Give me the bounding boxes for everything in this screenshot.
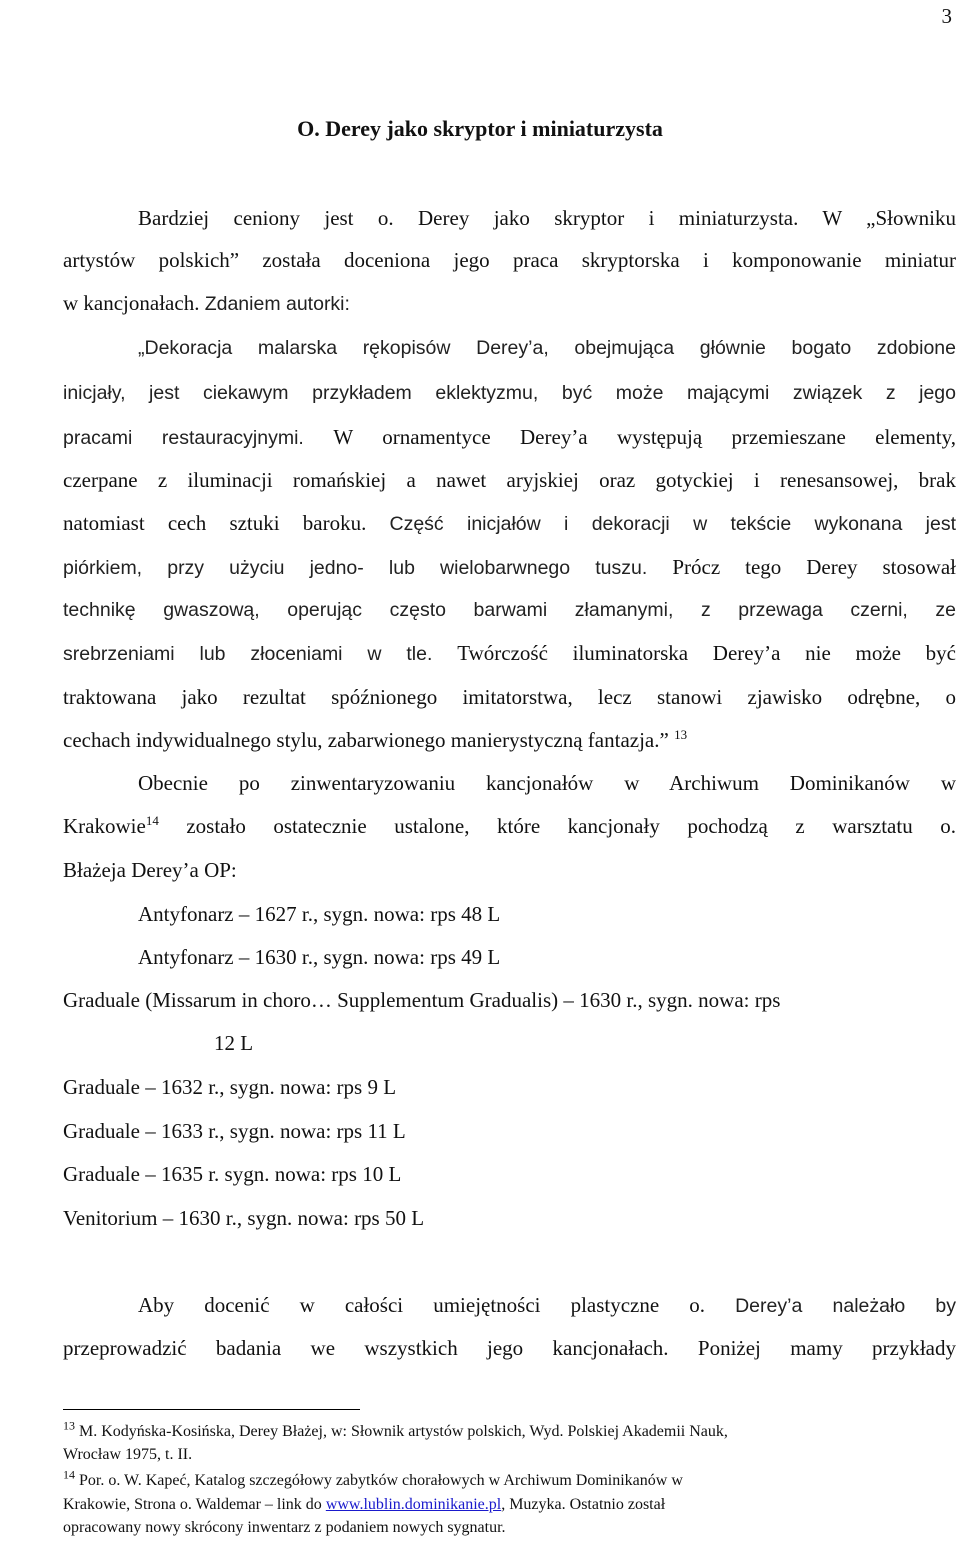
footnote-14-cont xyxy=(63,1494,956,1516)
quote-line-10 xyxy=(63,725,956,755)
para3-text: przeprowadzić badania we wszystkich jego kancjonałach. xyxy=(63,1336,698,1360)
para2-text: zostało ostatecznie ustalone, które kancjonały pochodzą z warsztatu o. xyxy=(158,814,956,838)
manuscript-item: Graduale – 1633 r., sygn. nowa: rps 11 L xyxy=(63,1119,406,1143)
para3-text: Poniżej mamy przykłady xyxy=(697,1336,957,1360)
quote-line-6 xyxy=(63,552,956,583)
quote-text: piórkiem, przy użyciu jedno- lub wielobarwnego tuszu. xyxy=(63,557,673,579)
intro-line-3 xyxy=(63,288,956,319)
para2-line-2 xyxy=(63,811,956,841)
para2-text: Krakowie xyxy=(63,814,146,838)
footnote-separator xyxy=(63,1409,360,1410)
manuscript-item: Venitorium – 1630 r., sygn. nowa: rps 50 L xyxy=(63,1206,425,1230)
intro-lead: Zdaniem autorki: xyxy=(204,293,350,315)
footnote-mark: 14 xyxy=(63,1467,75,1482)
intro-line-1: Bardziej ceniony jest o. Derey jako skryptor i miniaturzysta. W „Słowniku xyxy=(138,206,956,230)
footnote-14 xyxy=(63,1467,956,1492)
footnote-mark: 13 xyxy=(63,1418,75,1433)
dominikanie-link[interactable]: www.lublin.dominikanie.pl xyxy=(325,1496,502,1513)
manuscript-item: Antyfonarz – 1630 r., sygn. nowa: rps 49 L xyxy=(138,945,501,969)
quote-line-9: traktowana jako rezultat spóźnionego imitatorstwa, lecz stanowi zjawisko odrębne, o xyxy=(63,685,956,709)
page-number: 3 xyxy=(941,4,952,28)
quote-text: Twórczość iluminatorska Derey’a nie może być xyxy=(457,641,956,665)
manuscript-item: Graduale – 1635 r. sygn. nowa: rps 10 L xyxy=(63,1162,402,1186)
quote-line-2: inicjały, jest ciekawym przykładem eklektyzmu, być może mającymi związek z jego xyxy=(63,382,956,404)
quote-text: srebrzeniami lub złoceniami w tle. xyxy=(63,643,458,665)
quote-text: Prócz tego Derey stosował xyxy=(672,555,956,579)
quote-line-3 xyxy=(63,422,956,453)
footnote-text: Krakowie, Strona o. Waldemar – link do xyxy=(63,1496,326,1513)
para3-line-2 xyxy=(63,1333,956,1363)
footnote-13-cont: Wrocław 1975, t. II. xyxy=(63,1446,193,1463)
intro-line-2: artystów polskich” została doceniona jego praca skryptorska i komponowanie miniatur xyxy=(63,248,956,272)
quote-line-7: technikę gwaszową, operując często barwami złamanymi, z przewaga czerni, ze xyxy=(63,599,956,621)
quote-text: Część inicjałów i dekoracji w tekście wykonana jest xyxy=(389,513,956,535)
footnote-text: Por. o. W. Kapeć, Katalog szczegółowy zabytków chorałowych w Archiwum Dominikanów w xyxy=(75,1472,683,1489)
section-title: O. Derey jako skryptor i miniaturzysta xyxy=(297,116,663,141)
manuscript-item-continued: 12 L xyxy=(214,1031,254,1055)
intro-text: w kancjonałach. xyxy=(63,291,205,315)
manuscript-item: Antyfonarz – 1627 r., sygn. nowa: rps 48 L xyxy=(138,902,501,926)
para3-text: Aby docenić w całości umiejętności plastyczne o. xyxy=(138,1293,736,1317)
quote-text: natomiast cech sztuki baroku. xyxy=(63,511,390,535)
footnote-ref-14[interactable]: 14 xyxy=(145,813,159,828)
para3-text: Derey’a należało by xyxy=(735,1295,956,1317)
manuscript-item: Graduale (Missarum in choro… Supplementum Gradualis) – 1630 r., sygn. nowa: rps xyxy=(63,988,781,1012)
quote-text: cechach indywidualnego stylu, zabarwionego manierystyczną fantazja.” xyxy=(63,728,675,752)
footnote-text: , Muzyka. Ostatnio został xyxy=(501,1496,666,1513)
quote-text: W ornamentyce Derey’a występują przemieszane elementy, xyxy=(333,425,956,449)
quote-text: pracami restauracyjnymi. xyxy=(63,427,334,449)
quote-line-1: „Dekoracja malarska rękopisów Derey’a, obejmująca głównie bogato zdobione xyxy=(138,337,956,359)
quote-line-5 xyxy=(63,508,956,539)
footnote-13 xyxy=(63,1418,956,1443)
footnote-text: M. Kodyńska-Kosińska, Derey Błażej, w: Słownik artystów polskich, Wyd. Polskiej Akademii Nauk, xyxy=(75,1423,728,1440)
quote-line-4: czerpane z iluminacji romańskiej a nawet aryjskiej oraz gotyckiej i renesansowej, brak xyxy=(63,468,956,492)
footnote-14-cont: opracowany nowy skrócony inwentarz z podaniem nowych sygnatur. xyxy=(63,1519,506,1536)
manuscript-item: Graduale – 1632 r., sygn. nowa: rps 9 L xyxy=(63,1075,397,1099)
para2-line-1: Obecnie po zinwentaryzowaniu kancjonałów w Archiwum Dominikanów w xyxy=(138,771,956,795)
para3-line-1 xyxy=(138,1290,956,1321)
para2-line-3: Błażeja Derey’a OP: xyxy=(63,858,237,882)
quote-line-8 xyxy=(63,638,956,669)
footnote-ref-13[interactable]: 13 xyxy=(674,727,688,742)
